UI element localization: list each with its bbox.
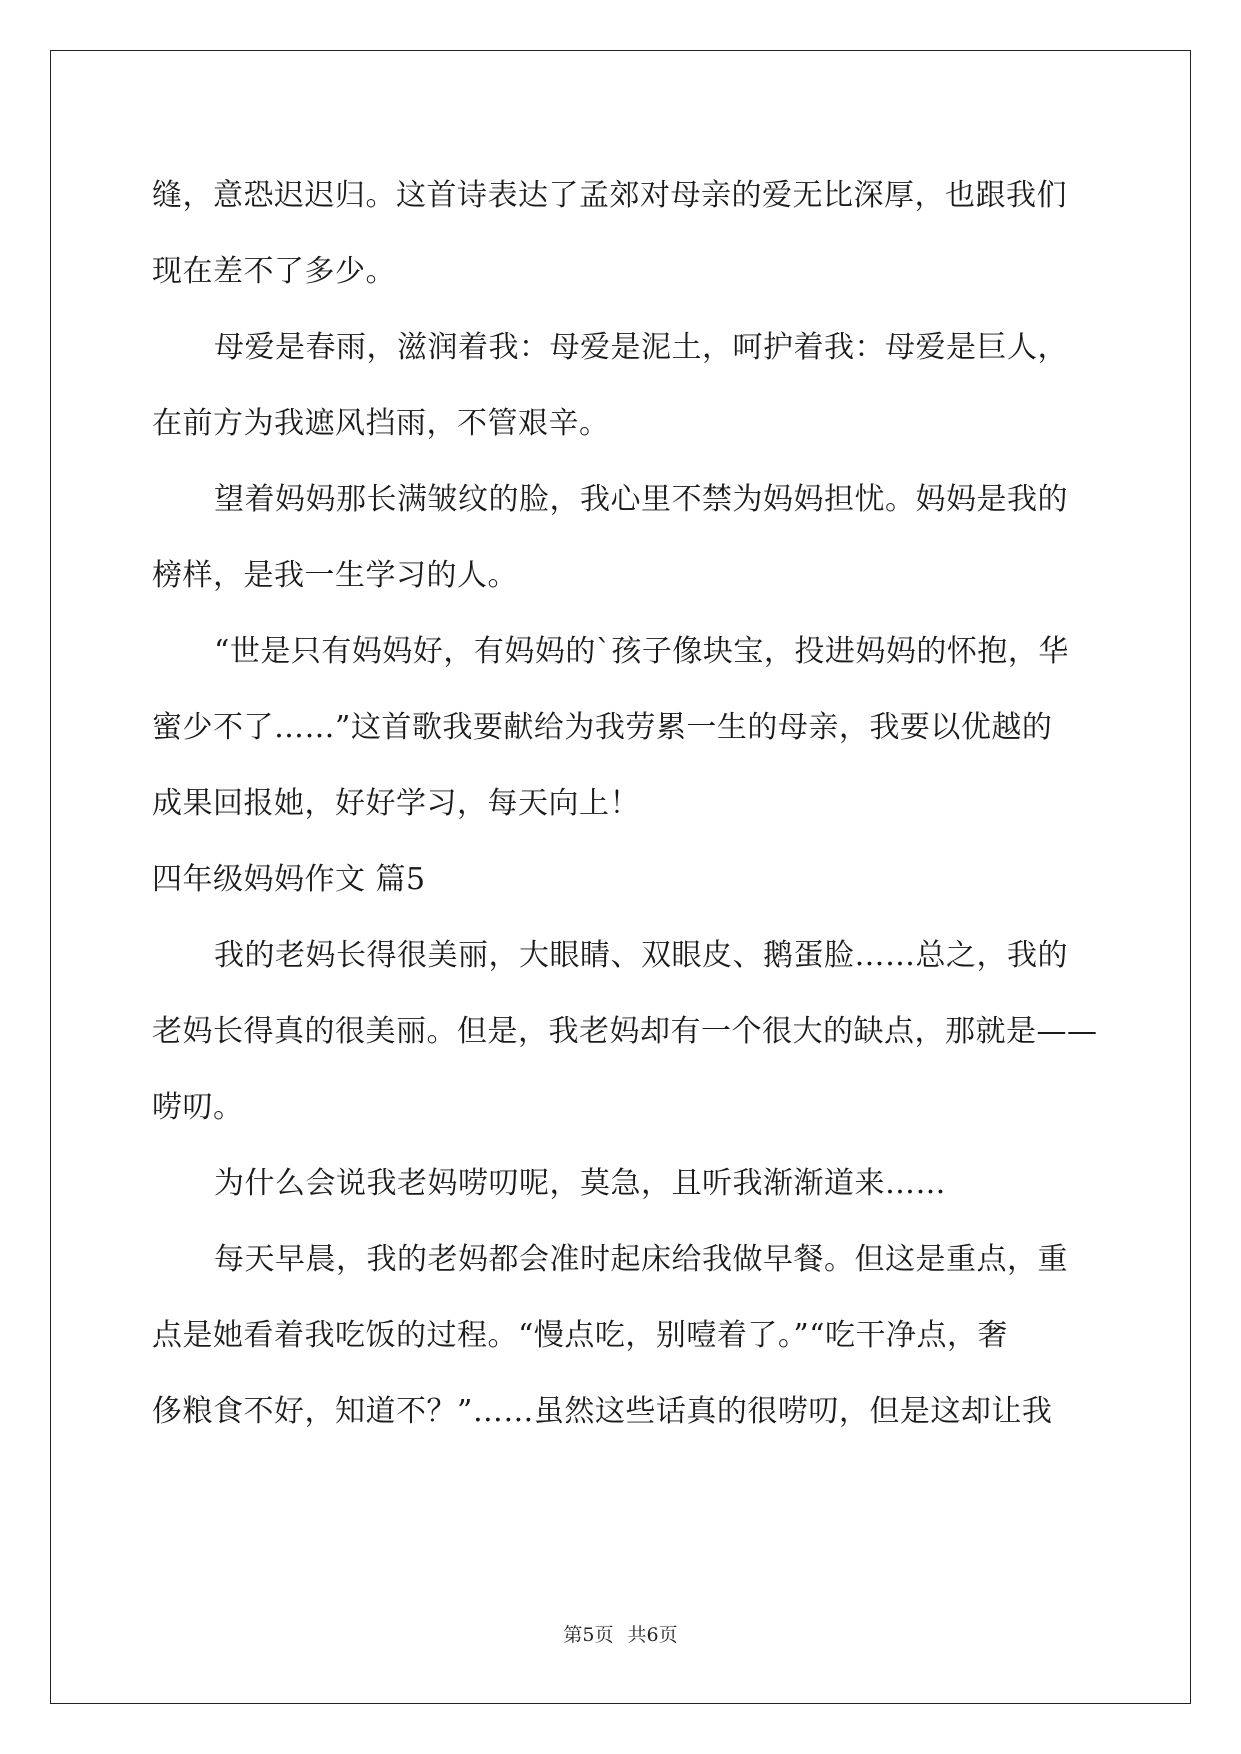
page-total: 共6页 <box>627 1624 678 1646</box>
paragraph-line: 老妈长得真的很美丽。但是，我老妈却有一个很大的缺点，那就是—— <box>152 1014 1098 1049</box>
paragraph-line: 现在差不了多少。 <box>152 254 396 289</box>
paragraph-line: 望着妈妈那长满皱纹的脸，我心里不禁为妈妈担忧。妈妈是我的 <box>214 482 1068 517</box>
paragraph-line: 唠叨。 <box>152 1090 244 1125</box>
paragraph-line: “世是只有妈妈好，有妈妈的`孩子像块宝，投进妈妈的怀抱，华 <box>214 634 1069 669</box>
paragraph-line: 母爱是春雨，滋润着我：母爱是泥土，呵护着我：母爱是巨人， <box>214 330 1068 365</box>
paragraph-line: 侈粮食不好，知道不？”……虽然这些话真的很唠叨，但是这却让我 <box>152 1394 1053 1429</box>
page-footer <box>0 1620 1241 1647</box>
paragraph-line: 我的老妈长得很美丽，大眼睛、双眼皮、鹅蛋脸……总之，我的 <box>214 938 1068 973</box>
page-number: 第5页 <box>563 1624 614 1646</box>
paragraph-line: 成果回报她，好好学习，每天向上！ <box>152 786 640 821</box>
paragraph-line: 在前方为我遮风挡雨，不管艰辛。 <box>152 406 610 441</box>
section-heading: 四年级妈妈作文 篇5 <box>152 862 426 897</box>
paragraph-line: 缝，意恐迟迟归。这首诗表达了孟郊对母亲的爱无比深厚，也跟我们 <box>152 178 1067 213</box>
paragraph-line: 榜样，是我一生学习的人。 <box>152 558 518 593</box>
paragraph-line: 蜜少不了……”这首歌我要献给为我劳累一生的母亲，我要以优越的 <box>152 710 1053 745</box>
paragraph-line: 点是她看着我吃饭的过程。“慢点吃，别噎着了。”“吃干净点，奢 <box>152 1318 1009 1353</box>
paragraph-line: 为什么会说我老妈唠叨呢，莫急，且听我渐渐道来…… <box>214 1166 946 1201</box>
paragraph-line: 每天早晨，我的老妈都会准时起床给我做早餐。但这是重点，重 <box>214 1242 1068 1277</box>
document-body <box>152 158 1098 1450</box>
